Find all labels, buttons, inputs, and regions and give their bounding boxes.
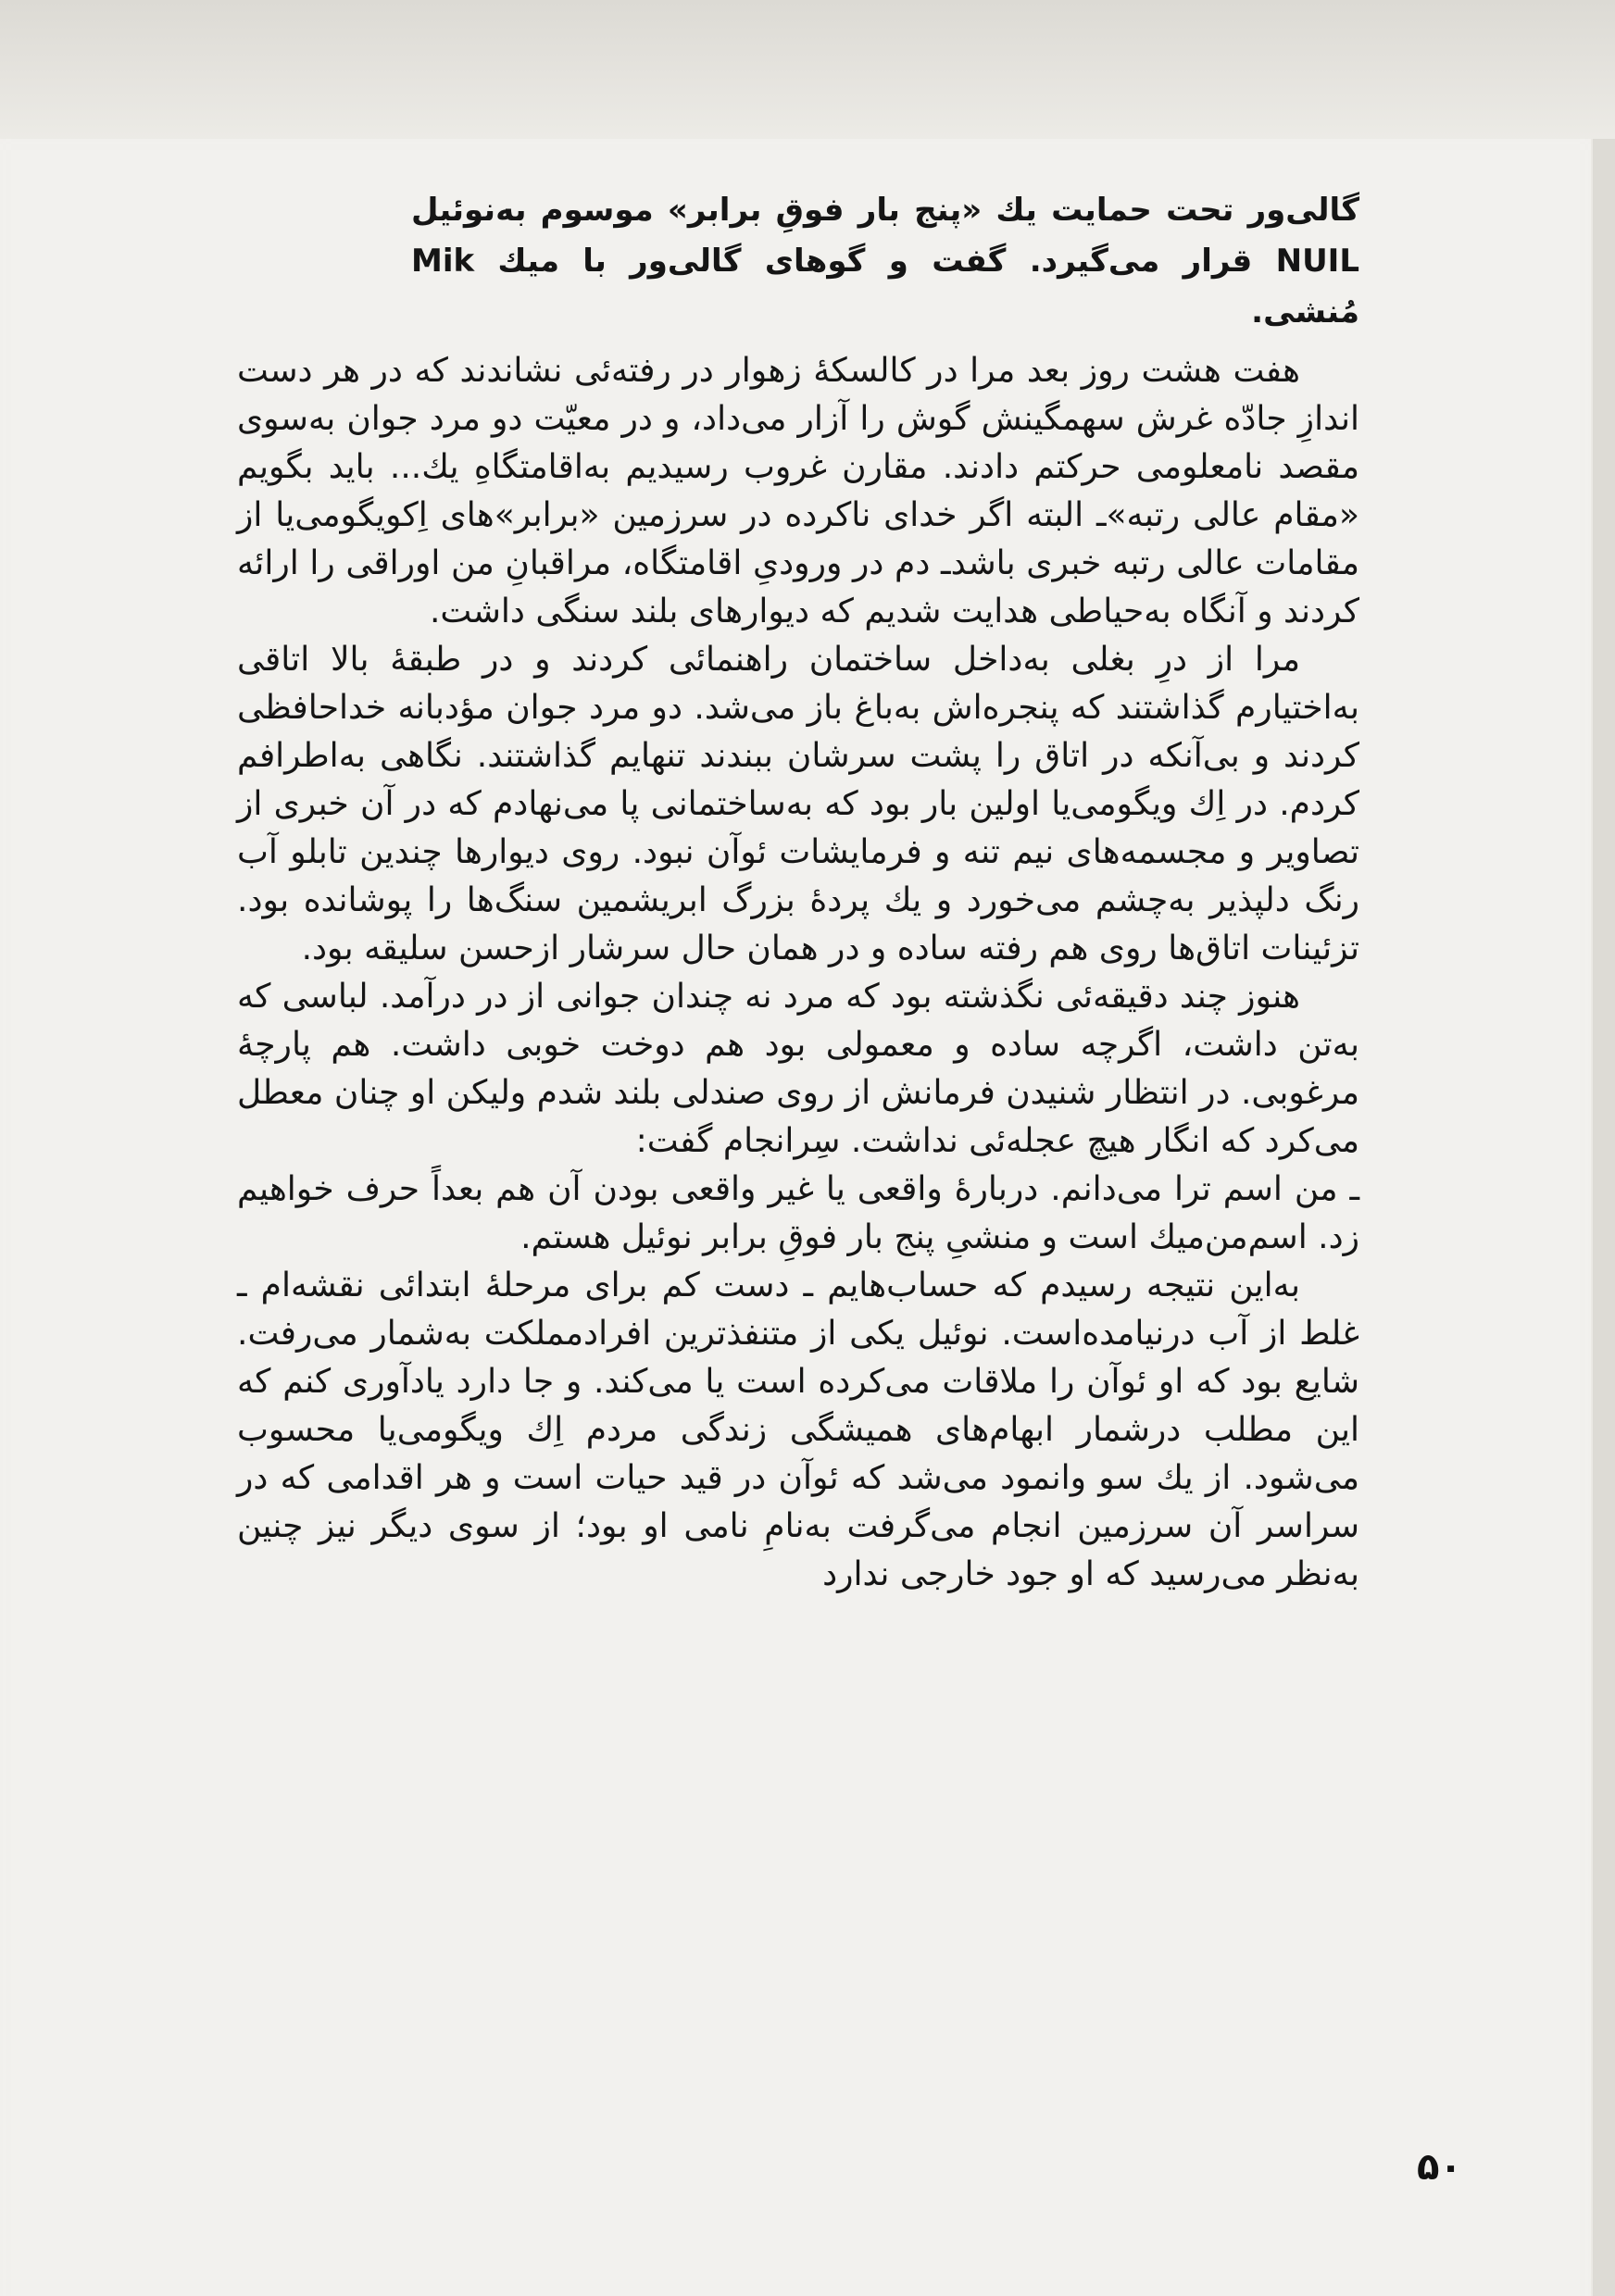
paragraph: به‌این نتیجه رسیدم که حساب‌هایم ـ دست کم برای مرحلهٔ ابتدائی نقشه‌ام ـ غلط از آب درنیامده‌است. نوئیل یکی از متنفذترین افرادمملکت به‌شمار می‌رفت. شایع بود که او ئوآن را ملاقات می‌کرده است یا می‌کند. و جا دارد یادآوری کنم که این مطلب درشمار ابهام‌های همیشگی زندگی مردم اِك ویگومی‌یا محسوب می‌شود. از یك سو وانمود می‌شد که ئوآن در قید حیات است و هر اقدامی که در سراسر آن سرزمین انجام می‌گرفت به‌نامِ نامی او بود؛ از سوی دیگر نیز چنین به‌نظر می‌رسید که او جود خارجی ندارد [237, 1267, 1359, 1593]
page-number: ۵۰ [1417, 2146, 1462, 2189]
scan-edge [1593, 0, 1615, 2296]
scan-shadow [0, 0, 1615, 139]
page-body [237, 185, 1359, 1599]
paragraph: هنوز چند دقیقه‌ئی نگذشته بود که مرد نه چندان جوانی از در درآمد. لباسی که به‌تن داشت، اگرچه ساده و معمولی بود هم دوخت خوبی داشت. هم پارچهٔ مرغوبی. در انتظار شنیدن فرمانش از روی صندلی بلند شدم ولیکن او چنان معطل می‌کرد که انگار هیچ عجله‌ئی نداشت. سِرانجام گفت: [237, 978, 1359, 1160]
paragraph: مرا از درِ بغلی به‌داخل ساختمان راهنمائی کردند و در طبقهٔ بالا اتاقی به‌اختیارم گذاشتند که پنجره‌اش به‌باغ باز می‌شد. دو مرد جوان مؤدبانه خداحافظی کردند و بی‌آنکه در اتاق را پشت سرشان ببندند تنهایم گذاشتند. نگاهی به‌اطرافم کردم. در اِك ویگومی‌یا اولین بار بود که به‌ساختمانی پا می‌نهادم که در آن خبری از تصاویر و مجسمه‌های نیم تنه و فرمایشات ئوآن نبود. روی دیوارها چندین تابلو آب رنگ دلپذیر به‌چشم می‌خورد و یك پردهٔ بزرگ ابریشمین سنگ‌ها را پوشانده بود. تزئینات اتاق‌ها روی هم رفته ساده و در همان حال سرشار ازحسن سلیقه بود. [237, 641, 1359, 967]
chapter-summary: گالی‌ور تحت حمایت یك «پنج بار فوقِ برابر» موسوم به‌نوئیل NUIL قرار می‌گیرد. گفت و گوهای گالی‌ور با میك Mik مُنشی. [411, 192, 1359, 331]
paragraph: هفت هشت روز بعد مرا در کالسکهٔ زهوار در رفته‌ئی نشاندند که در هر دست اندازِ جادّه غرش سهمگینش گوش را آزار می‌داد، و در معیّت دو مرد جوان به‌سوی مقصد نامعلومی حرکتم دادند. مقارن غروب رسیدیم به‌اقامتگاهِ یك... باید بگویم «مقام عالی رتبه»ـ البته اگر خدای ناکرده در سرزمین «برابر»های اِکویگومی‌یا از مقامات عالی رتبه خبری باشدـ دم در ورودیِ اقامتگاه، مراقبانِ من اوراقی را ارائه کردند و آنگاه به‌حیاطی هدایت شدیم که دیوارهای بلند سنگی داشت. [237, 352, 1359, 630]
dialogue-line: ـ من اسم ترا می‌دانم. دربارهٔ واقعی یا غیر واقعی بودن آن هم بعداً حرف خواهیم زد. اسم‌من‌میك است و منشیِ پنج بار فوقِ برابر نوئیل هستم. [237, 1170, 1359, 1256]
